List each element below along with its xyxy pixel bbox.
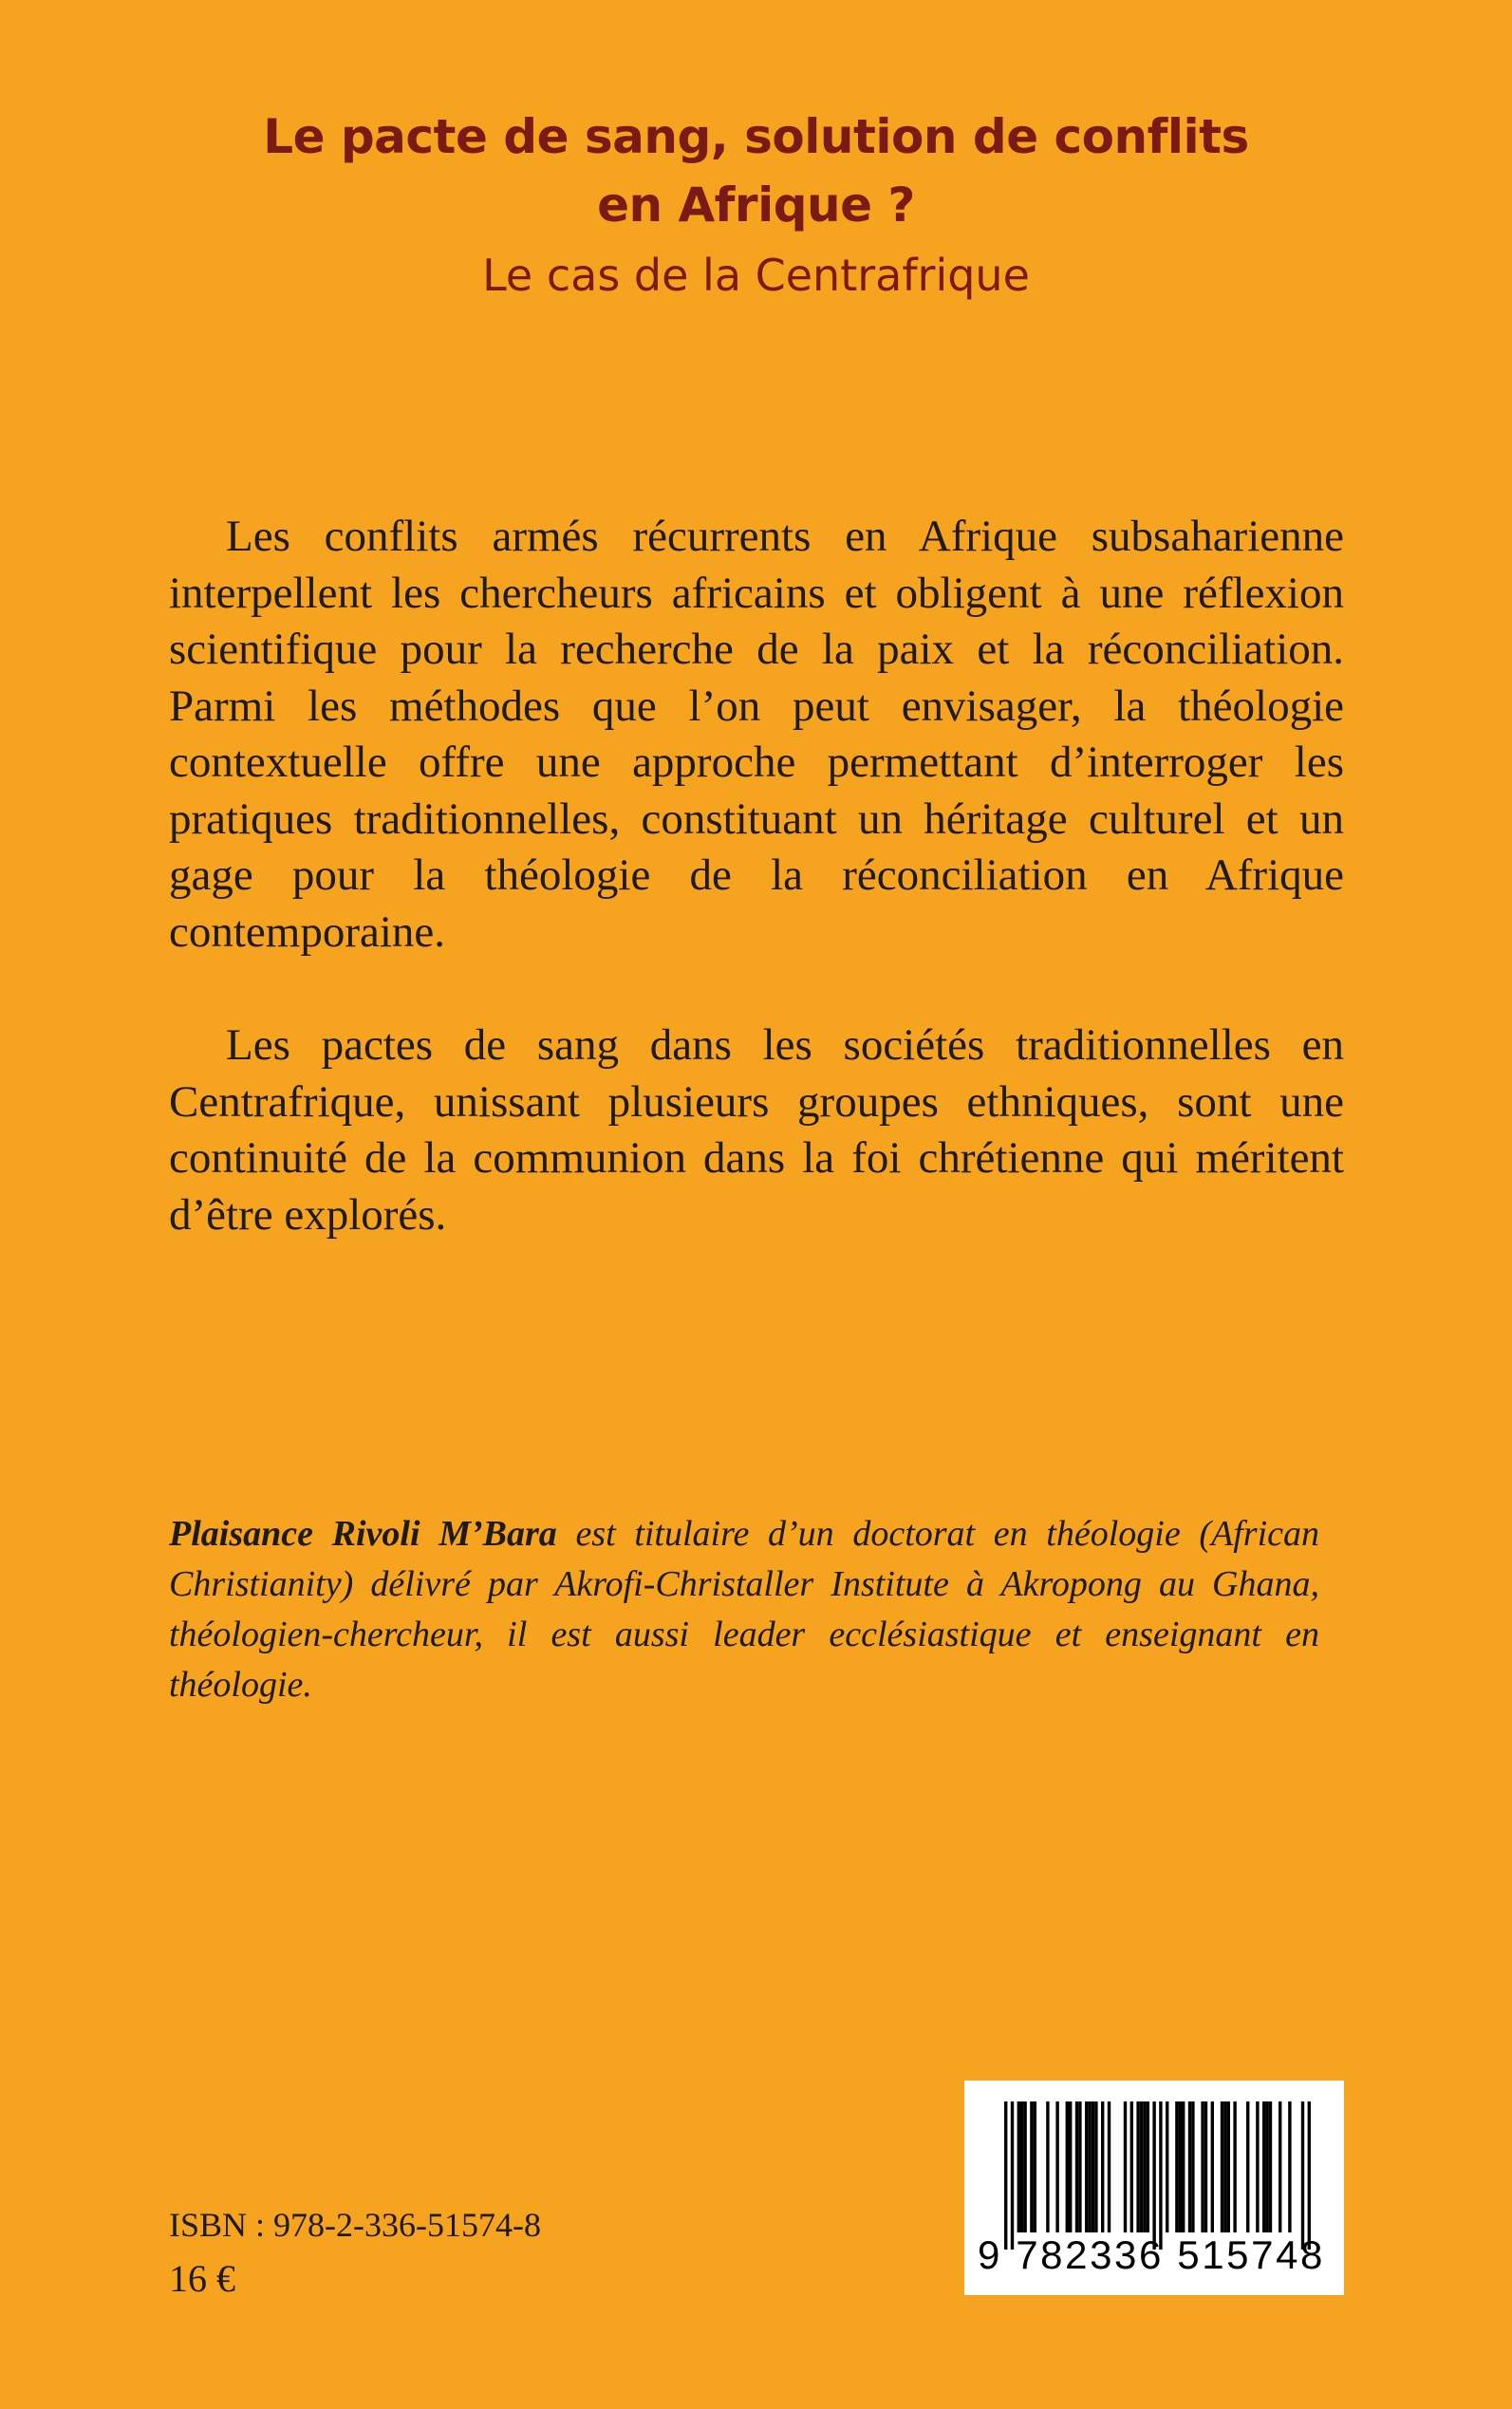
barcode-bar — [1092, 2101, 1094, 2232]
barcode-bar — [1262, 2101, 1265, 2232]
author-bio-text: est titulaire d’un doctorat en théologie (African Christianity) délivré par Akrofi-Christaller Institute à Akropong au Ghana, théologien-chercheur, il est aussi leader ecclésiastique et enseignant en théologie. — [169, 1514, 1319, 1705]
barcode-bar — [1301, 2101, 1304, 2250]
barcode-bar — [1130, 2101, 1133, 2232]
price: 16 € — [169, 2257, 235, 2300]
barcode-bar — [1211, 2101, 1214, 2232]
barcode-bar — [1223, 2101, 1226, 2232]
barcode-bar — [1088, 2101, 1091, 2232]
barcode-bar — [1140, 2101, 1143, 2232]
barcode-bar — [1136, 2101, 1139, 2232]
barcode-bar — [1269, 2101, 1272, 2232]
barcode-bar — [1279, 2101, 1281, 2232]
barcode-bar — [1075, 2101, 1078, 2232]
barcode-bar — [1020, 2101, 1023, 2232]
barcode-bar — [1085, 2101, 1088, 2232]
barcode-bar — [1046, 2101, 1049, 2232]
barcode-bar — [1152, 2101, 1155, 2250]
barcode-bar — [1256, 2101, 1259, 2232]
barcode-bar — [1166, 2101, 1168, 2232]
barcode-digits: 9 782336 515748 — [978, 2232, 1325, 2277]
barcode-bar — [1182, 2101, 1185, 2232]
barcode-bar — [1233, 2101, 1236, 2232]
barcode-bar — [1188, 2101, 1191, 2232]
barcode-bar — [1055, 2101, 1058, 2232]
barcode-bar — [1030, 2101, 1033, 2232]
barcode — [964, 2081, 1344, 2295]
barcode-bar — [1204, 2101, 1207, 2232]
barcode-bar — [1159, 2101, 1162, 2250]
barcode-bar — [1078, 2101, 1081, 2232]
barcode-bar — [1069, 2101, 1072, 2232]
barcode-bar — [1227, 2101, 1230, 2232]
author-bio — [169, 1509, 1319, 1710]
synopsis-paragraph-1: Les conflits armés récurrents en Afrique subsaharienne interpellent les chercheurs africains et obligent à une réflexion scientifique pour la recherche de la paix et la réconciliation. Parmi les méthodes que l’on peut envisager, la théologie contextuelle offre une approche permettant d’interroger les pratiques traditionnelles, constituant un héritage culturel et un gage pour la théologie de la réconciliation en Afrique contemporaine. — [169, 512, 1344, 957]
barcode-bar — [1201, 2101, 1204, 2232]
barcode-bar — [1017, 2101, 1020, 2232]
barcode-bar — [1175, 2101, 1178, 2232]
barcode-bar — [1124, 2101, 1127, 2232]
barcode-bar — [1011, 2101, 1014, 2250]
barcode-bar — [1288, 2101, 1291, 2232]
isbn: ISBN : 978-2-336-51574-8 — [169, 2206, 541, 2244]
barcode-bar — [1034, 2101, 1036, 2232]
barcode-bar — [1265, 2101, 1268, 2232]
book-title-line-2: en Afrique ? — [597, 177, 915, 233]
title-block — [0, 103, 1512, 309]
barcode-bar — [1108, 2101, 1111, 2232]
synopsis-paragraph-2: Les pactes de sang dans les sociétés traditionnelles en Centrafrique, unissant plusieurs groupes ethniques, sont une continuité de la communion dans la foi chrétienne qui méritent d’être explorés. — [169, 1020, 1344, 1240]
barcode-bar — [1246, 2101, 1249, 2232]
barcode-bar — [1004, 2101, 1007, 2250]
author-name: Plaisance Rivoli M’Bara — [169, 1514, 557, 1554]
barcode-bar — [1308, 2101, 1311, 2250]
barcode-bar — [1094, 2101, 1097, 2232]
barcode-bar — [1179, 2101, 1182, 2232]
barcode-bar — [1221, 2101, 1223, 2232]
book-title-line-1: Le pacte de sang, solution de conflits — [263, 109, 1249, 164]
barcode-bar — [1147, 2101, 1149, 2232]
barcode-bar — [1066, 2101, 1069, 2232]
barcode-bar — [1023, 2101, 1026, 2232]
barcode-bar — [1143, 2101, 1146, 2232]
barcode-bar — [1191, 2101, 1194, 2232]
barcode-bar — [1101, 2101, 1104, 2232]
book-subtitle: Le cas de la Centrafrique — [482, 250, 1030, 301]
